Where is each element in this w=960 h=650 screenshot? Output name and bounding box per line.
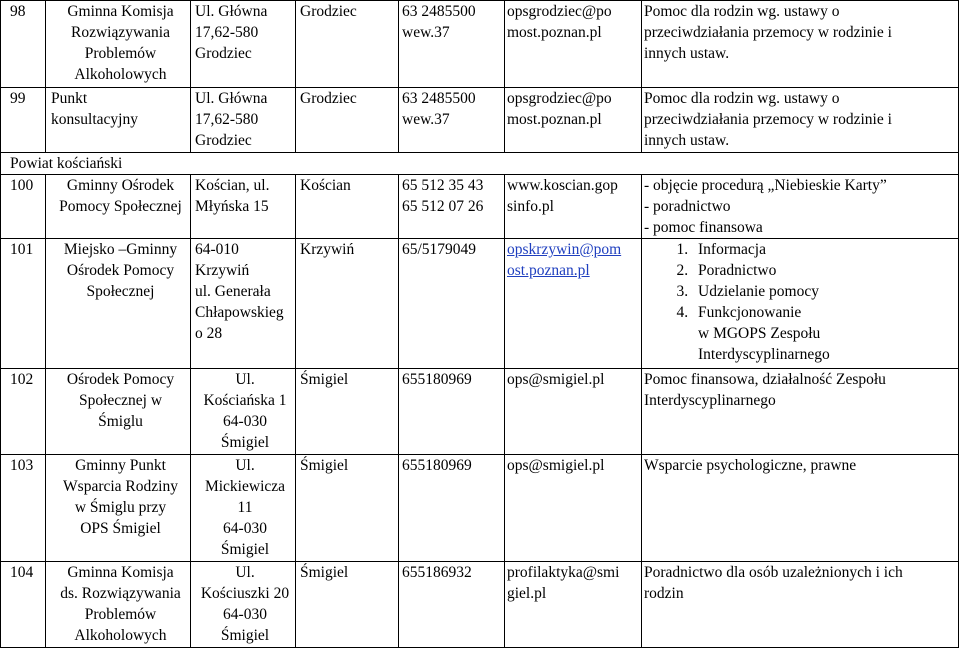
institution-address: Ul. Główna 17,62-580 Grodziec	[191, 88, 296, 153]
institution-email: www.koscian.gop sinfo.pl	[505, 175, 642, 239]
institution-address: Kościan, ul. Młyńska 15	[191, 175, 296, 239]
institution-name: Ośrodek Pomocy Społecznej w Śmiglu	[46, 369, 191, 455]
institution-email: opsgrodziec@po most.poznan.pl	[505, 1, 642, 88]
service-item: 3. Udzielanie pomocy	[692, 281, 958, 302]
institution-name: Gminna Komisja Rozwiązywania Problemów Alkoholowych	[46, 1, 191, 88]
institution-city: Śmigiel	[296, 369, 399, 455]
institution-address: Ul. Kościuszki 20 64-030 Śmigiel	[191, 562, 296, 648]
institution-email: ops@smigiel.pl	[505, 369, 642, 455]
institution-services: Pomoc dla rodzin wg. ustawy o przeciwdziałania przemocy w rodzinie i innych ustaw.	[642, 88, 959, 153]
service-item: - poradnictwo	[644, 198, 731, 215]
institution-address: Ul. Mickiewicza 11 64-030 Śmigiel	[191, 455, 296, 562]
institution-phone: 655180969	[399, 369, 505, 455]
institution-name: Miejsko –Gminny Ośrodek Pomocy Społecznej	[46, 239, 191, 369]
institution-phone: 65/5179049	[399, 239, 505, 369]
table-row	[1, 175, 959, 239]
institution-phone: 655186932	[399, 562, 505, 648]
row-number: 102	[1, 369, 46, 455]
institution-city: Grodziec	[296, 1, 399, 88]
row-number: 103	[1, 455, 46, 562]
table-row	[1, 455, 959, 562]
row-number: 99	[1, 88, 46, 153]
institution-services	[642, 175, 959, 239]
institution-city: Grodziec	[296, 88, 399, 153]
table-row	[1, 369, 959, 455]
region-title: Powiat kościański	[1, 153, 959, 175]
institution-city: Kościan	[296, 175, 399, 239]
institution-city: Śmigiel	[296, 562, 399, 648]
institution-city: Śmigiel	[296, 455, 399, 562]
institution-email: profilaktyka@smi giel.pl	[505, 562, 642, 648]
institution-address: Ul. Główna 17,62-580 Grodziec	[191, 1, 296, 88]
institution-phone: 65 512 35 43 65 512 07 26	[399, 175, 505, 239]
service-item: 4. Funkcjonowanie w MGOPS Zespołu Interdyscyplinarnego	[692, 302, 958, 365]
institution-services: Pomoc dla rodzin wg. ustawy o przeciwdziałania przemocy w rodzinie i innych ustaw.	[642, 1, 959, 88]
table-row	[1, 1, 959, 88]
institution-email[interactable]	[505, 239, 642, 369]
institution-name: Gminny Punkt Wsparcia Rodziny w Śmiglu przy OPS Śmigiel	[46, 455, 191, 562]
table-row	[1, 562, 959, 648]
institution-phone: 63 2485500 wew.37	[399, 1, 505, 88]
institution-services: Pomoc finansowa, działalność Zespołu Interdyscyplinarnego	[642, 369, 959, 455]
institution-phone: 655180969	[399, 455, 505, 562]
institution-services: Wsparcie psychologiczne, prawne	[642, 455, 959, 562]
row-number: 100	[1, 175, 46, 239]
row-number: 104	[1, 562, 46, 648]
region-header-row	[1, 153, 959, 175]
table-row	[1, 88, 959, 153]
service-item: 1. Informacja	[692, 239, 958, 260]
institution-city: Krzywiń	[296, 239, 399, 369]
email-link[interactable]: opskrzywin@pom ost.poznan.pl	[507, 241, 622, 279]
institution-name: Gminna Komisja ds. Rozwiązywania Problemów Alkoholowych	[46, 562, 191, 648]
row-number: 101	[1, 239, 46, 369]
institution-phone: 63 2485500 wew.37	[399, 88, 505, 153]
table-row	[1, 239, 959, 369]
service-item: 2. Poradnictwo	[692, 260, 958, 281]
institution-address: Ul. Kościańska 1 64-030 Śmigiel	[191, 369, 296, 455]
institution-services: Poradnictwo dla osób uzależnionych i ich rodzin	[642, 562, 959, 648]
institution-name: Gminny Ośrodek Pomocy Społecznej	[46, 175, 191, 239]
service-item: - objęcie procedurą „Niebieskie Karty”	[644, 177, 887, 194]
institution-email: ops@smigiel.pl	[505, 455, 642, 562]
row-number: 98	[1, 1, 46, 88]
institution-email: opsgrodziec@po most.poznan.pl	[505, 88, 642, 153]
services-list	[644, 239, 958, 365]
institution-services	[642, 239, 959, 369]
institution-name: Punkt konsultacyjny	[46, 88, 191, 153]
institution-address: 64-010 Krzywiń ul. Generała Chłapowskieg o 28	[191, 239, 296, 369]
service-item: - pomoc finansowa	[644, 219, 763, 236]
